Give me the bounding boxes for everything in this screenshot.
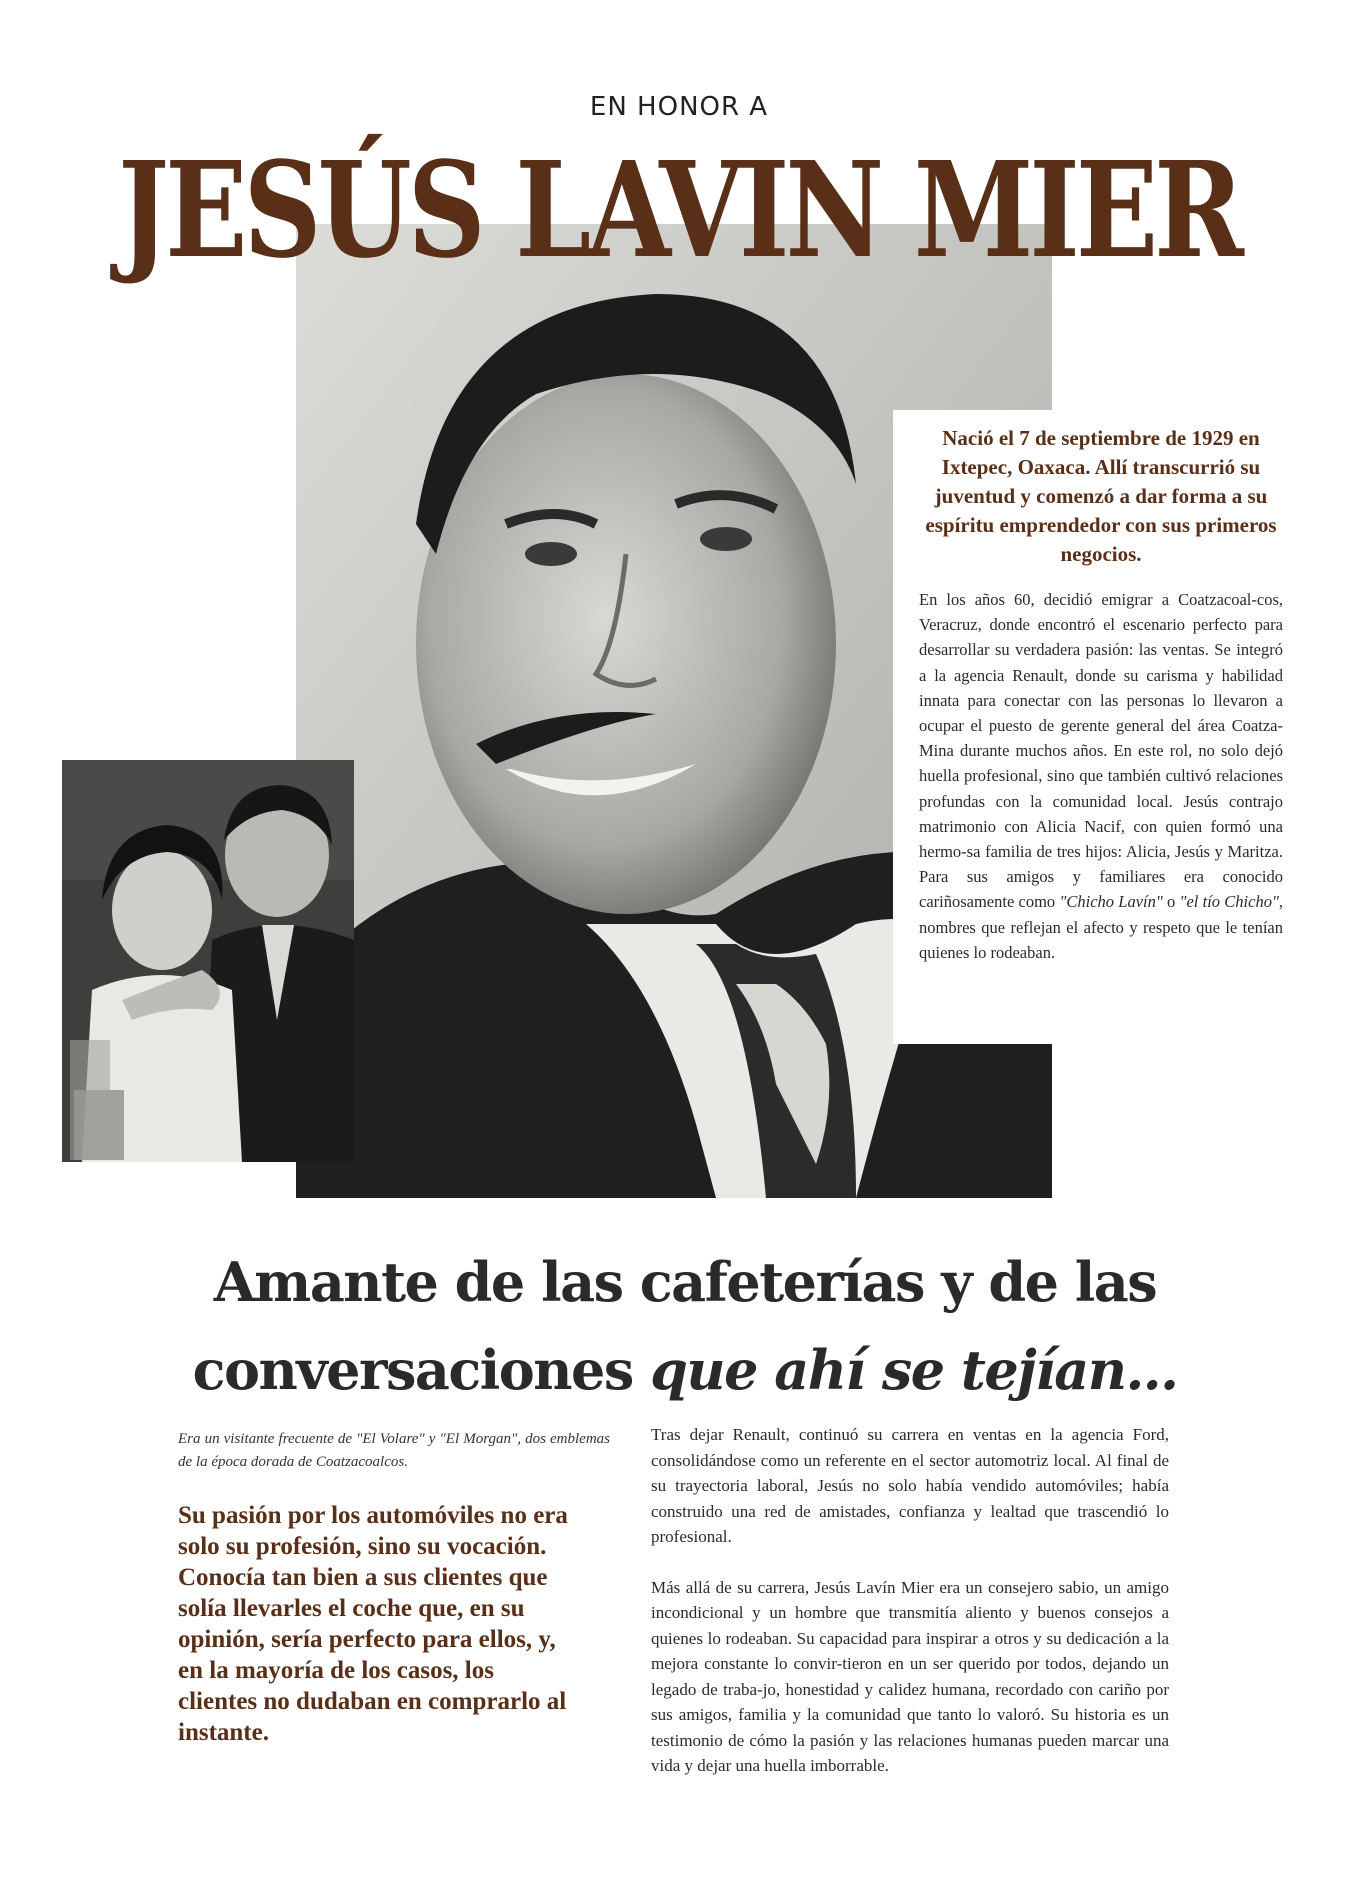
intro-body [919, 587, 1283, 965]
nickname-tio-chicho: "el tío Chicho" [1179, 892, 1279, 912]
body-column [651, 1422, 1169, 1804]
intro-box [893, 410, 1303, 1044]
nickname-chicho-lavin: "Chicho Lavín" [1059, 892, 1163, 912]
couple-photo [62, 760, 354, 1162]
headline-line2-italic: que ahí se tejían... [650, 1338, 1178, 1402]
kicker: EN HONOR A [589, 92, 769, 122]
cafe-caption: Era un visitante frecuente de "El Volare" y "El Morgan", dos emblemas de la época dorada de Coatzacoalcos. [178, 1431, 610, 1470]
page-title: JESÚS LAVIN MIER [118, 134, 1240, 288]
headline-line1: Amante de las cafeterías y de las [213, 1250, 1157, 1314]
headline-line2: conversaciones [192, 1338, 651, 1402]
intro-body-text: En los años 60, decidió emigrar a Coatzacoal-cos, Veracruz, donde encontró el escenario perfecto para desarrollar su verdadera pasión: las ventas. Se integró a la agencia Renault, donde su carisma y habilidad innata para conectar con las personas lo llevaron a ocupar el puesto de gerente general del área Coatza-Mina durante muchos años. En este rol, no solo dejó huella profesional, sino que también cultivó relaciones profundas con la comunidad local. Jesús contrajo matrimonio con Alicia Nacif, con quien formó una hermo-sa familia de tres hijos: Alicia, Jesús y Maritza. Para sus amigos y familiares era conocido cariñosamente como [919, 590, 1283, 912]
pull-quote: Su pasión por los automóviles no era solo su profesión, sino su vocación. Conocía tan bien a sus clientes que solía llevarles el coche que, en su opinión, sería perfecto para ellos, y, en la mayoría de los casos, los clientes no dudaban en comprarlo al instante. [178, 1502, 568, 1746]
intro-connector: o [1162, 892, 1180, 912]
intro-lead: Nació el 7 de septiembre de 1929 en Ixtepec, Oaxaca. Allí transcurrió su juventud y comenzó a dar forma a su espíritu emprendedor con sus primeros negocios. [925, 426, 1277, 566]
couple-illustration [62, 760, 354, 1162]
section-headline [150, 1238, 1220, 1414]
body-paragraph-1: Tras dejar Renault, continuó su carrera en ventas en la agencia Ford, consolidándose como un referente en el sector automotriz local. Al final de su trayectoria laboral, Jesús no solo había vendido automóviles; había construido una red de amistades, confianza y lealtad que trascendió lo profesional. [651, 1425, 1169, 1546]
body-paragraph-2: Más allá de su carrera, Jesús Lavín Mier era un consejero sabio, un amigo incondicional y un hombre que transmitía aliento y buenos consejos a quienes lo rodeaban. Su capacidad para inspirar a otros y su dedicación a la mejora constante lo convir-tieron en un ser querido por todos, dejando un legado de traba-jo, honestidad y calidez humana, recordado con cariño por sus amigos, familia y la comunidad que tanto lo valoró. Su historia es un testimonio de cómo la pasión y las relaciones humanas pueden marcar una vida y dejar una huella imborrable. [651, 1577, 1169, 1775]
intro-body-end: , nombres que reflejan el afecto y respeto que le tenían quienes lo rodeaban. [919, 892, 1284, 962]
